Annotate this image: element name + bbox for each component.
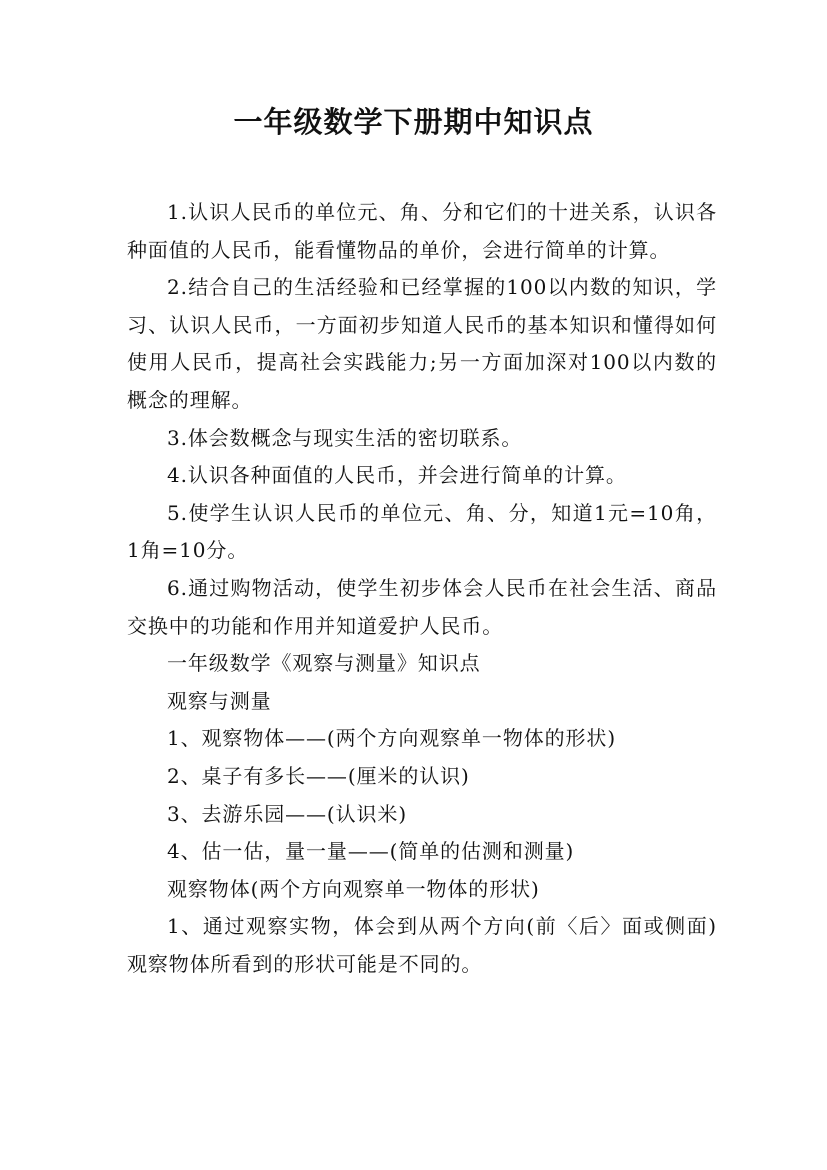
paragraph-6: 6.通过购物活动，使学生初步体会人民币在社会生活、商品交换中的功能和作用并知道爱护人民币。 <box>127 575 717 638</box>
list-item-observe-objects: 1、观察物体——(两个方向观察单一物体的形状) <box>167 726 617 751</box>
section-heading-observation-measurement: 一年级数学《观察与测量》知识点 <box>167 651 481 676</box>
paragraph-2: 2.结合自己的生活经验和已经掌握的100以内数的知识，学习、认识人民币，一方面初步知道人民币的基本知识和懂得如何使用人民币，提高社会实践能力;另一方面加深对100以内数的概念的理解。 <box>127 275 717 412</box>
document-body <box>127 194 717 983</box>
list-item-amusement-park: 3、去游乐园——(认识米) <box>167 801 408 826</box>
list-item-table-length: 2、桌子有多长——(厘米的认识) <box>167 763 470 788</box>
list-item-estimate-measure: 4、估一估，量一量——(简单的估测和测量) <box>167 839 575 864</box>
subheading-observe-objects: 观察物体(两个方向观察单一物体的形状) <box>167 876 540 901</box>
paragraph-1: 1.认识人民币的单位元、角、分和它们的十进关系，认识各种面值的人民币，能看懂物品的单价，会进行简单的计算。 <box>127 200 717 262</box>
paragraph-5: 5.使学生认识人民币的单位元、角、分，知道1元=10角，1角=10分。 <box>127 500 717 563</box>
document-title: 一年级数学下册期中知识点 <box>233 105 594 139</box>
paragraph-4: 4.认识各种面值的人民币，并会进行简单的计算。 <box>167 463 627 488</box>
paragraph-observe-real-objects: 1、通过观察实物，体会到从两个方向(前〈后〉面或侧面)观察物体所看到的形状可能是不同的。 <box>127 914 717 976</box>
paragraph-3: 3.体会数概念与现实生活的密切联系。 <box>167 425 523 450</box>
subheading-observation-measurement: 观察与测量 <box>167 688 272 713</box>
